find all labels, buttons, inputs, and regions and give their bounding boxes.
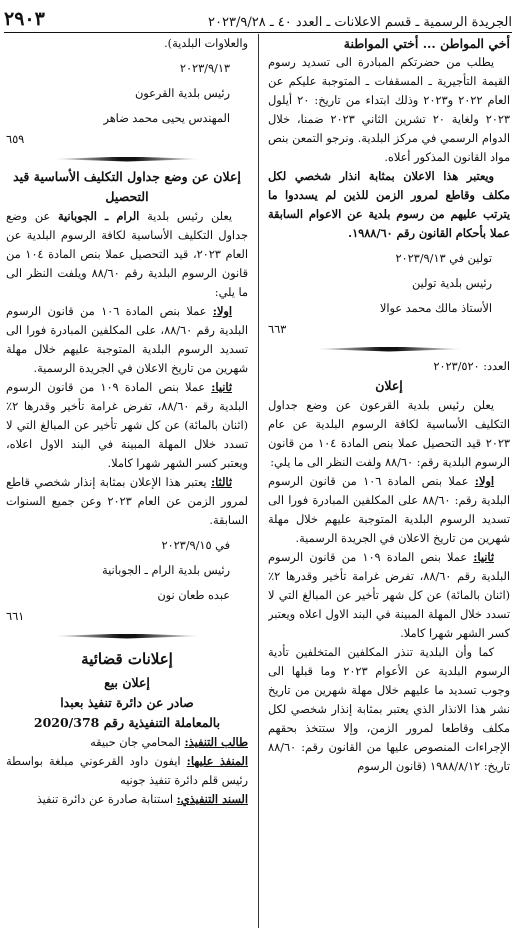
clause-third <box>6 473 248 530</box>
notice-number: ٦٦٣ <box>268 323 287 336</box>
page-header <box>4 4 512 33</box>
signature-org: رئيس بلدية الرام ـ الجوبانية <box>102 564 230 577</box>
column-divider <box>258 34 259 928</box>
signature-org: رئيس بلدية تولين <box>411 277 492 290</box>
judicial-heading: إعلانات قضائية <box>81 650 173 668</box>
section-divider <box>6 151 248 167</box>
signature-date: ٢٠٢٣/٩/١٣ <box>179 62 230 75</box>
requester-text: المحامي جان حبيقه <box>90 736 185 749</box>
requester-label: طالب التنفيذ: <box>184 735 248 749</box>
para-rest: عن وضع جداول التكليف الأساسية لكافة الرسوم البلدية عن العام ٢٠٢٣، قيد التحصيل عملا بنص المادة ١٠٤ من قانون الرسوم البلدية رقم ٨٨/٦٠ ويلفت النظر الى ما يلي: <box>6 210 248 299</box>
greeting-heading: أخي المواطن ... أختي المواطنة <box>343 36 510 51</box>
clause-first <box>268 472 510 548</box>
clause-first-label: اولا: <box>474 474 495 488</box>
section-divider <box>6 628 248 644</box>
section-divider <box>268 341 510 357</box>
left-column <box>6 34 248 924</box>
clause-second <box>268 548 510 643</box>
clause-third-text: يعتبر هذا الإعلان بمثابة إنذار شخصي قاطع لمرور الزمن عن العام ٢٠٢٣ وعن جميع السنوات السابقة. <box>6 476 248 527</box>
continuation-text: والعلاوات البلدية). <box>164 37 248 50</box>
clause-second-text: عملا بنص المادة ١٠٩ من قانون الرسوم البلدية رقم ٨٨/٦٠، تفرض غرامة تأخير وقدرها ٢٪ (اثنان بالمائة) عن كل شهر تأخير عن المبالغ التي لا تسدد خلال المهلة المبينة في البند الاول اعلاه، ويعتبر كسر الشهر شهرا كاملا. <box>6 381 248 470</box>
municipality-name: الرام ـ الجوبانية <box>57 209 140 223</box>
signature-name: عبده طعان نون <box>157 589 230 602</box>
clause-first-label: اولا: <box>212 304 233 318</box>
signature-date: تولين في ٢٠٢٣/٩/١٣ <box>395 252 492 265</box>
clause-second-text: عملا بنص المادة ١٠٩ من قانون الرسوم البلدية رقم ٨٨/٦٠، تفرض غرامة تأخير وقدرها ٢٪ (اثنان بالمائة) عن كل شهر تأخير عن المبالغ التي لا تسدد خلال المهلة المبينة في البند الاول اعلاه ويعتبر كسر الشهر شهرا كاملا. <box>268 551 510 640</box>
para-prefix: يعلن رئيس بلدية <box>139 210 232 223</box>
clause-first <box>6 302 248 378</box>
notice-paragraph: يطلب من حضرتكم المبادرة الى تسديد رسوم القيمة التأجيرية ـ المسقفات ـ المتوجبة عليكم عن العام ٢٠٢٢ و٢٠٢٣ وذلك ابتداء من تاريخ: ٢٠ أيلول ٢٠٢٣ ولغاية ٢٠ تشرين الثاني ٢٠٢٣ ضمنا، خلال الدوام الرسمي في مركز البلدية. ونرجو التمعن بنص مواد القانون المذكور أعلاه. <box>268 56 510 164</box>
notice-number: ٦٦١ <box>6 610 25 623</box>
warning-paragraph: كما وأن البلدية تنذر المكلفين المتخلفين تأدية الرسوم البلدية عن الأعوام ٢٠٢٣ وما قبلها الى وجوب تسديد ما عليهم خلال مهلة شهرين من تاريخ نشر هذا الانذار الذي يعتبر بمثابة إنذار شخصي لكل مكلف وقاطعا لمرور الزمن، وإلا ستتخذ بحقهم الإجراءات المنصوص عليها من القانون رقم: ٨٨/٦٠ تاريخ: ١٩٨٨/٨/١٢ (قانون الرسوم <box>268 646 510 773</box>
signature-org: رئيس بلدية القرعون <box>134 87 230 100</box>
debtor-line <box>6 752 248 790</box>
sale-case-number: بالمعاملة التنفيذية رقم 2020/378 <box>33 715 221 730</box>
signature-name: الأستاذ مالك محمد عوالا <box>379 302 492 315</box>
notice-warning: ويعتبر هذا الاعلان بمثابة انذار شخصي لكل مكلف وقاطع لمرور الزمن للذين لم يسددوا ما يترتب عليهم من رسوم بلدية عن الاعوام السابقة عملا بأحكام القانون رقم ١٩٨٨/٦٠. <box>268 169 510 240</box>
header-title: الجريدة الرسمية ـ قسم الاعلانات ـ العدد ٤٠ ـ ٢٠٢٣/٩/٢٨ <box>208 15 512 30</box>
announcement-title: إعلان عن وضع جداول التكليف الأساسية قيد التحصيل <box>13 169 241 204</box>
clause-second <box>6 378 248 473</box>
notice-number: ٦٥٩ <box>6 133 25 146</box>
deed-label: السند التنفيذي: <box>176 792 248 806</box>
debtor-text: ايفون داود القرعوني مبلغة بواسطة رئيس قلم دائرة تنفيذ جونيه <box>6 755 248 787</box>
signature-date: في ٢٠٢٣/٩/١٥ <box>161 539 230 552</box>
right-column <box>268 34 510 924</box>
issue-number-label: العدد: ٢٠٢٣/٥٢٠ <box>433 360 510 373</box>
sale-subheading: صادر عن دائرة تنفيذ بعبدا <box>60 695 194 710</box>
clause-third-label: ثالثا: <box>210 475 232 489</box>
clause-second-label: ثانيا: <box>211 380 232 394</box>
requester-line <box>6 733 248 752</box>
announcement-paragraph: يعلن رئيس بلدية القرعون عن وضع جداول التكليف الأساسية لكافة الرسوم البلدية عن عام ٢٠٢٣ قيد التحصيل عملا بنص المادة ١٠٤ من قانون الرسوم البلدية رقم: ٨٨/٦٠ ولفت النظر الى ما يلي: <box>268 399 510 469</box>
page-number: ٢٩٠٣ <box>4 8 45 30</box>
clause-first-text: عملا بنص المادة ١٠٦ من قانون الرسوم البلدية رقم: ٨٨/٦٠ على المكلفين المبادرة فورا الى تسديد الرسوم البلدية المتوجبة عليهم خلال مهلة شهرين من تاريخ الاعلان في الجريدة الرسمية. <box>268 475 510 545</box>
clause-first-text: عملا بنص المادة ١٠٦ من قانون الرسوم البلدية رقم ٨٨/٦٠، على المكلفين المبادرة فورا الى تسديد الرسوم البلدية المتوجبة عليهم خلال مهلة شهرين من تاريخ الاعلان في الجريدة الرسمية. <box>6 305 248 375</box>
debtor-label: المنفذ عليها: <box>186 754 248 768</box>
deed-line <box>6 790 248 809</box>
sale-heading: إعلان بيع <box>104 675 150 690</box>
announcement-title: إعلان <box>375 378 403 393</box>
announcement-paragraph <box>6 207 248 302</box>
clause-second-label: ثانيا: <box>473 550 494 564</box>
signature-name: المهندس يحيى محمد ضاهر <box>103 112 230 125</box>
deed-text: استنابة صادرة عن دائرة تنفيذ <box>36 793 177 806</box>
